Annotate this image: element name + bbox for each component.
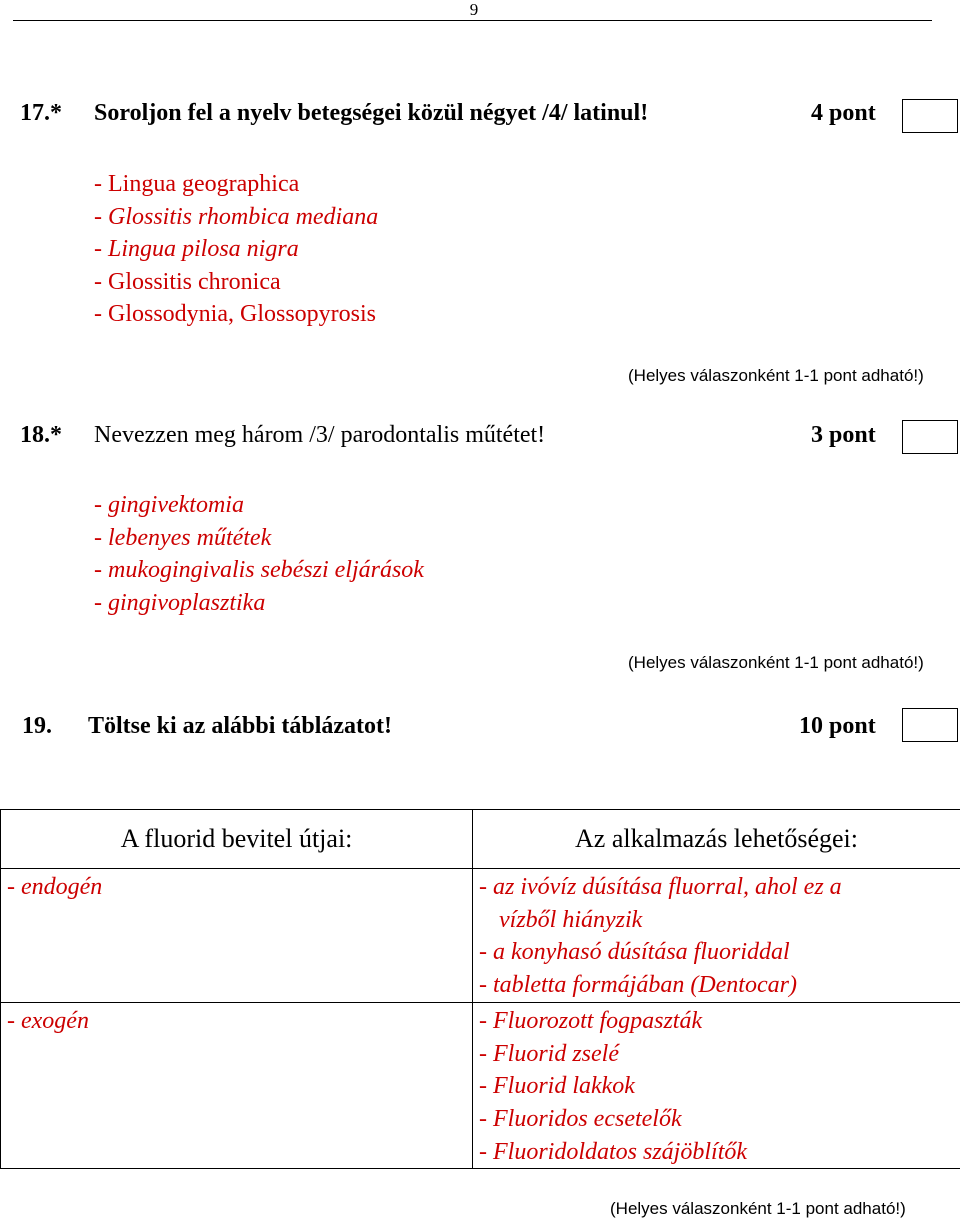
answer-item: - Glossodynia, Glossopyrosis — [94, 301, 377, 327]
table-cell-options — [473, 869, 960, 1003]
question-17-scoring-note: (Helyes válaszonként 1-1 pont adható!) — [628, 366, 924, 385]
question-19-text: Töltse ki az alábbi táblázatot! — [88, 713, 392, 739]
answer-item: - gingivoplasztika — [94, 589, 266, 616]
option-item: - Fluorid lakkok — [479, 1073, 635, 1100]
option-item: vízből hiányzik — [499, 906, 643, 933]
table-header-row — [1, 810, 960, 869]
question-19-scoring-note: (Helyes válaszonként 1-1 pont adható!) — [610, 1199, 906, 1218]
table-cell-options — [473, 1002, 960, 1169]
option-item: - Fluoridoldatos szájöblítők — [479, 1138, 748, 1165]
option-item: - Fluorozott fogpaszták — [479, 1007, 703, 1034]
option-item: - Fluoridos ecsetelők — [479, 1105, 682, 1132]
table-cell-route — [1, 869, 473, 1003]
answer-item: - Glossitis chronica — [94, 268, 281, 295]
route-endogen: - endogén — [7, 874, 103, 900]
question-18-number: 18.* — [20, 422, 62, 448]
answer-item: - gingivektomia — [94, 492, 244, 518]
header-rule — [13, 20, 932, 21]
answer-item: - lebenyes műtétek — [94, 524, 272, 551]
answer-item: - Glossitis rhombica mediana — [94, 203, 379, 230]
question-17-text: Soroljon fel a nyelv betegségei közül négyet /4/ latinul! — [94, 100, 649, 126]
question-17-answers — [94, 168, 378, 331]
question-17-number: 17.* — [20, 100, 62, 126]
table-header-options: Az alkalmazás lehetőségei: — [473, 810, 960, 869]
answer-item: - mukogingivalis sebészi eljárások — [94, 557, 424, 583]
option-item: - tabletta formájában (Dentocar) — [479, 972, 797, 999]
question-17-points: 4 pont — [811, 100, 876, 126]
question-18-text: Nevezzen meg három /3/ parodontalis műtétet! — [94, 422, 546, 448]
question-18-score-box[interactable] — [902, 420, 958, 454]
question-17-score-box[interactable] — [902, 99, 958, 133]
fluoride-table — [0, 809, 960, 1169]
question-19-score-box[interactable] — [902, 708, 958, 742]
answer-item: - Lingua pilosa nigra — [94, 236, 299, 262]
question-18-points: 3 pont — [811, 422, 876, 448]
question-18-answers — [94, 489, 424, 619]
question-19-points: 10 pont — [799, 713, 876, 739]
option-item: - a konyhasó dúsítása fluoriddal — [479, 939, 790, 966]
question-18-scoring-note: (Helyes válaszonként 1-1 pont adható!) — [628, 653, 924, 672]
question-19-number: 19. — [22, 713, 52, 739]
answer-item: - Lingua geographica — [94, 171, 300, 197]
table-row — [1, 1002, 960, 1169]
table-cell-route — [1, 1002, 473, 1169]
table-row — [1, 869, 960, 1003]
route-exogen: - exogén — [7, 1007, 89, 1034]
option-item: - az ivóvíz dúsítása fluorral, ahol ez a — [479, 874, 842, 900]
page-number: 9 — [469, 0, 479, 19]
option-item: - Fluorid zselé — [479, 1040, 619, 1067]
table-header-routes: A fluorid bevitel útjai: — [1, 810, 473, 869]
